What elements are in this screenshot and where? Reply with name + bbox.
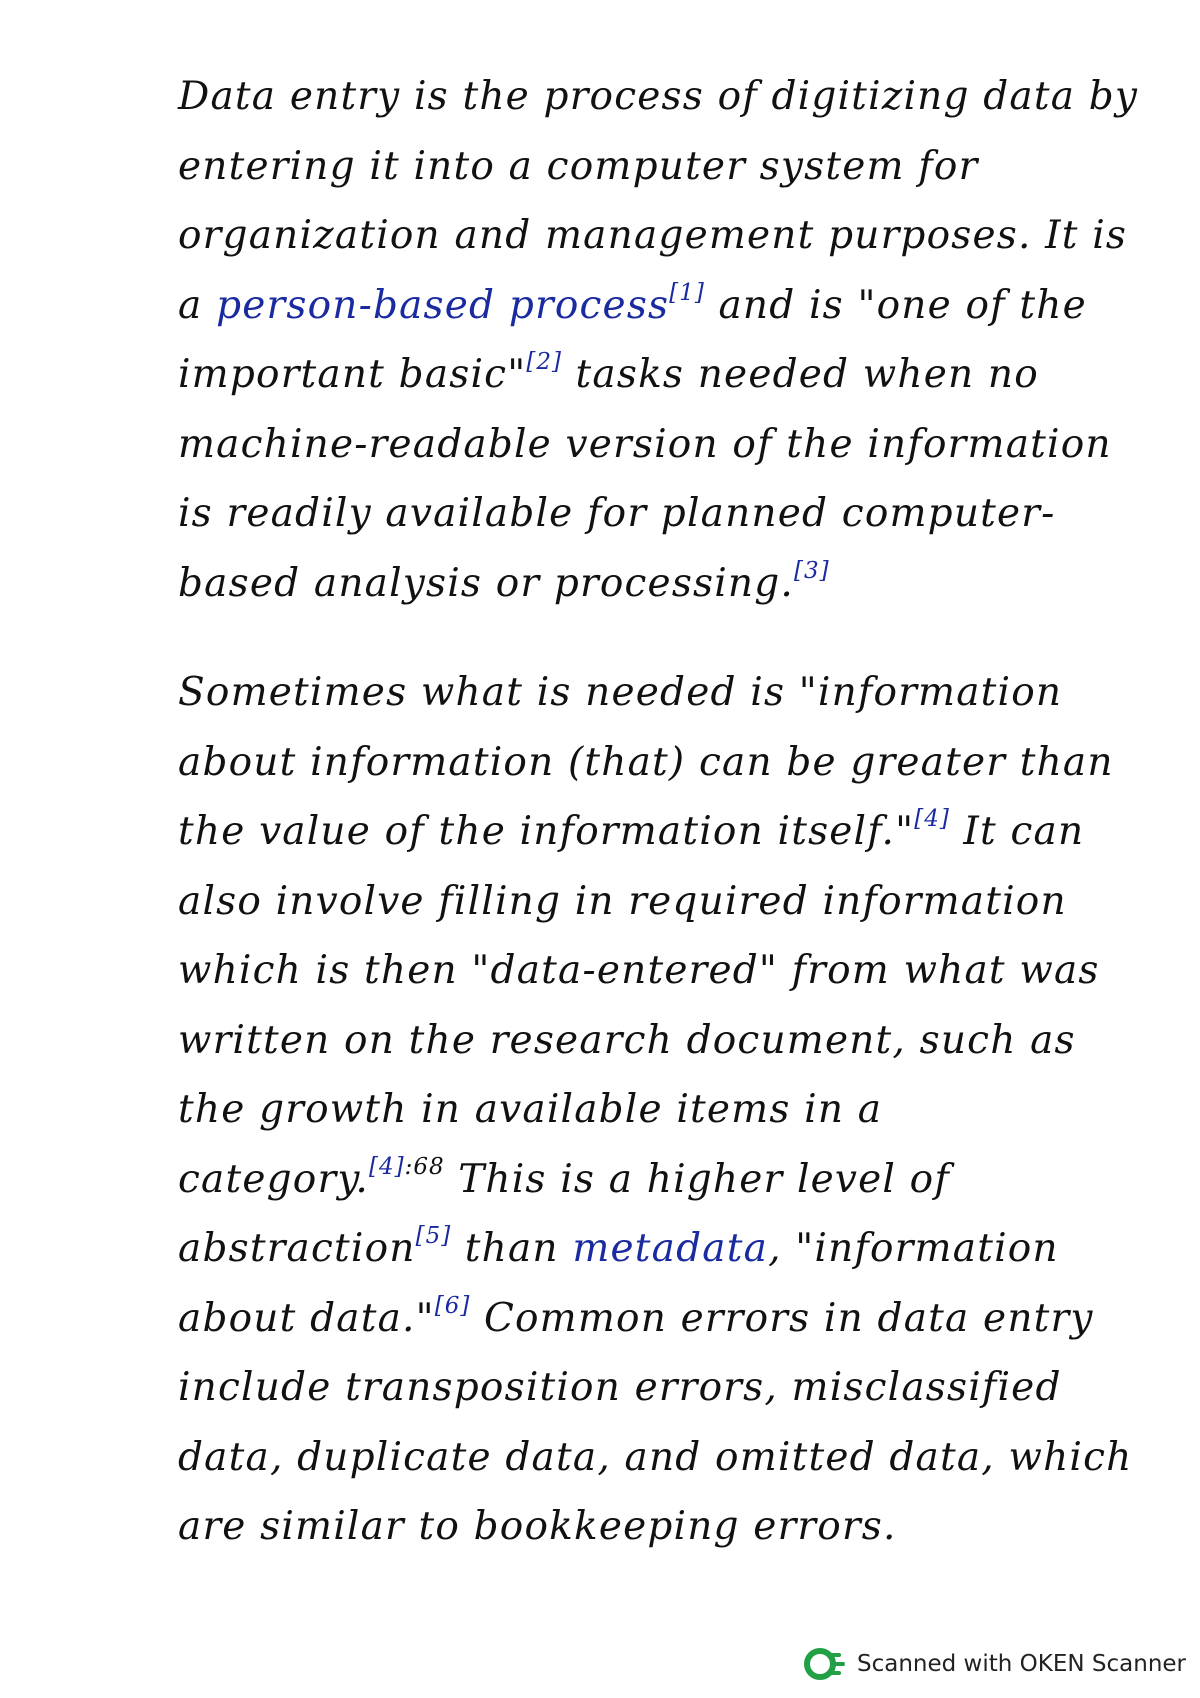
- text-fragment: It can: [949, 809, 1085, 854]
- citation-5[interactable]: [5]: [415, 1223, 452, 1249]
- text-fragment: and is "one of the: [704, 282, 1087, 328]
- citation-6[interactable]: [6]: [434, 1292, 471, 1319]
- text-fragment: based analysis or processing.: [178, 560, 795, 606]
- citation-page: :68: [404, 1153, 445, 1180]
- text-line: is readily available for planned computer-: [178, 491, 1056, 536]
- watermark-text: Scanned with OKEN Scanner: [857, 1651, 1186, 1677]
- text-line: machine-readable version of the information: [178, 421, 1112, 467]
- text-fragment: about data.": [178, 1295, 435, 1341]
- citation-1[interactable]: [1]: [669, 279, 705, 306]
- text-fragment: a: [178, 282, 217, 328]
- text-line: [178, 1145, 1038, 1215]
- text-line: include transposition errors, misclassified: [178, 1365, 1062, 1410]
- text-line: [178, 1284, 1094, 1354]
- citation-4[interactable]: [4]: [914, 806, 950, 832]
- text-line: the growth in available items in a: [178, 1087, 883, 1132]
- text-fragment: abstraction: [178, 1226, 416, 1271]
- text-fragment: tasks needed when no: [561, 352, 1039, 397]
- text-line: also involve filling in required information: [178, 878, 1067, 924]
- text-fragment: This is a higher level of: [444, 1156, 950, 1202]
- text-line: [178, 1214, 1059, 1284]
- text-line: entering it into a computer system for: [178, 143, 979, 189]
- text-line: which is then "data-entered" from what was: [178, 948, 1100, 993]
- text-line: written on the research document, such as: [178, 1017, 1076, 1063]
- text-fragment: the value of the information itself.": [178, 809, 915, 854]
- citation-2[interactable]: [2]: [526, 349, 562, 375]
- text-line: [178, 549, 1038, 619]
- citation-number: [4]: [369, 1153, 405, 1180]
- text-fragment: Common errors in data entry: [470, 1295, 1094, 1341]
- text-line: [178, 797, 1085, 867]
- paragraph-1: [178, 62, 1139, 618]
- text-fragment: important basic": [178, 352, 527, 397]
- text-line: Data entry is the process of digitizing data by: [178, 74, 1139, 119]
- citation-3[interactable]: [3]: [794, 557, 830, 584]
- citation-4-page-68[interactable]: [369, 1154, 445, 1180]
- scanner-watermark: [803, 1644, 1186, 1684]
- text-fragment: , "information: [768, 1226, 1059, 1271]
- text-line: [178, 271, 1087, 341]
- text-line: data, duplicate data, and omitted data, which: [178, 1434, 1133, 1480]
- text-line: Sometimes what is needed is "information: [178, 670, 1063, 715]
- paragraph-2: [178, 658, 1133, 1562]
- text-line: [178, 340, 1038, 410]
- text-line: are similar to bookkeeping errors.: [178, 1504, 897, 1549]
- text-fragment: than: [451, 1226, 573, 1271]
- metadata-link[interactable]: metadata: [572, 1226, 769, 1271]
- text-line: organization and management purposes. It is: [178, 213, 1128, 258]
- text-fragment: category.: [178, 1156, 369, 1202]
- text-line: about information (that) can be greater than: [178, 739, 1114, 785]
- person-based-process-link[interactable]: person-based process: [216, 282, 670, 328]
- oken-scanner-logo-icon: [803, 1647, 847, 1681]
